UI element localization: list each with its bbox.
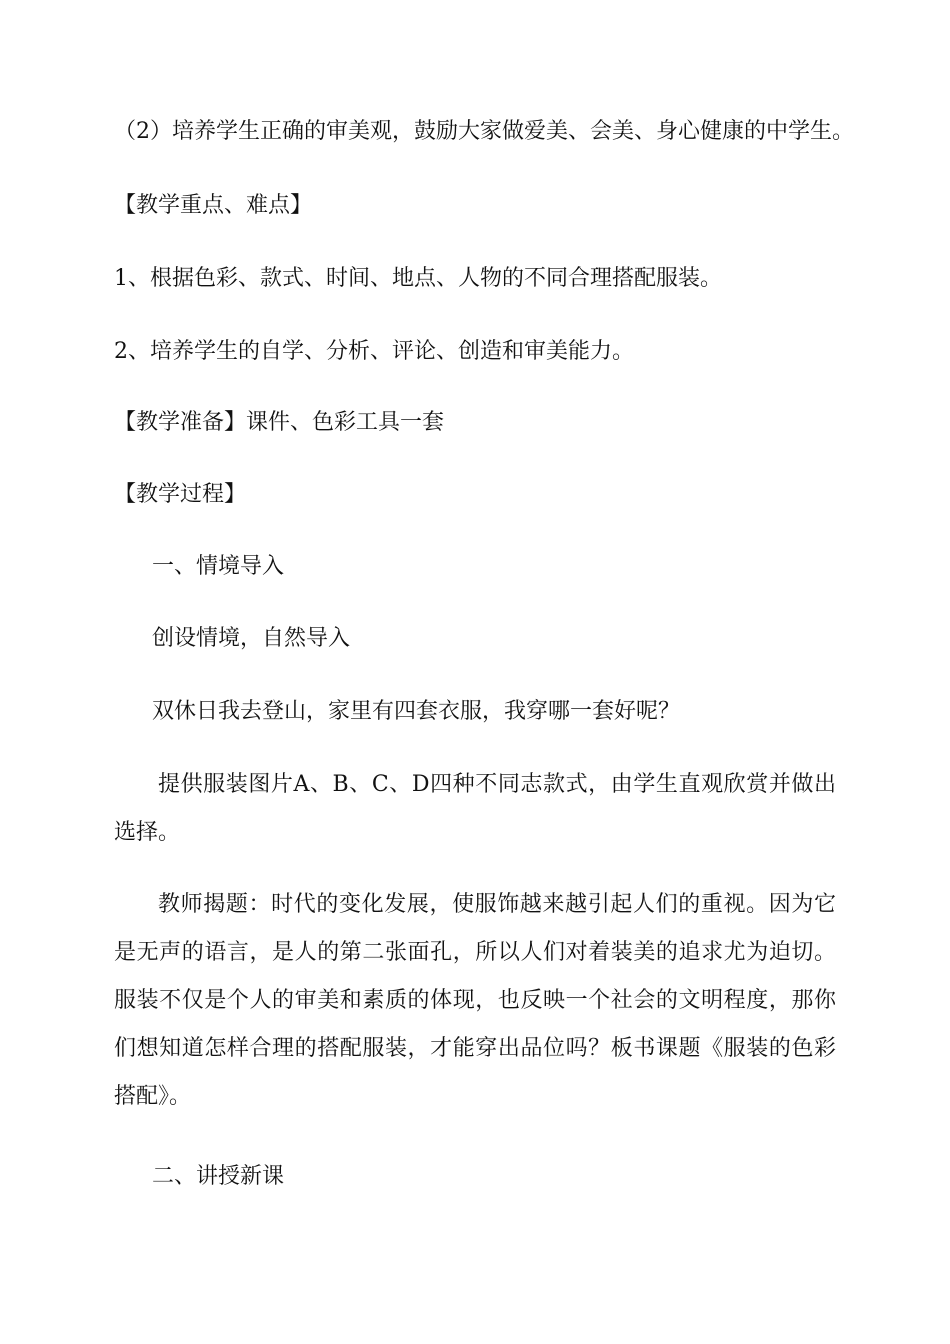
section-2-title: 二、讲授新课 (152, 1164, 285, 1189)
key-point-1: 1、根据色彩、款式、时间、地点、人物的不同合理搭配服装。 (114, 266, 722, 291)
section-1-title: 一、情境导入 (152, 554, 285, 579)
preparation-line: 【教学准备】课件、色彩工具一套 (114, 410, 445, 435)
goal-2: （2）培养学生正确的审美观，鼓励大家做爱美、会美、身心健康的中学生。 (114, 119, 854, 144)
teacher-intro-paragraph: 教师揭题：时代的变化发展，使服饰越来越引起人们的重视。因为它是无声的语言，是人的第二张面孔，所以人们对着装美的追求尤为迫切。服装不仅是个人的审美和素质的体现，也反映一个社会的文明程度，那你们想知道怎样合理的搭配服装，才能穿出品位吗？板书课题《服装的色彩搭配》。 (114, 892, 836, 1109)
process-heading: 【教学过程】 (114, 482, 247, 507)
section-1-subtitle: 创设情境，自然导入 (152, 626, 351, 651)
key-points-heading: 【教学重点、难点】 (114, 193, 313, 218)
key-point-2: 2、培养学生的自学、分析、评论、创造和审美能力。 (114, 339, 634, 364)
images-instruction-paragraph: 提供服装图片A、B、C、D四种不同志款式，由学生直观欣赏并做出选择。 (114, 772, 836, 845)
scenario-line: 双休日我去登山，家里有四套衣服，我穿哪一套好呢？ (152, 699, 681, 724)
